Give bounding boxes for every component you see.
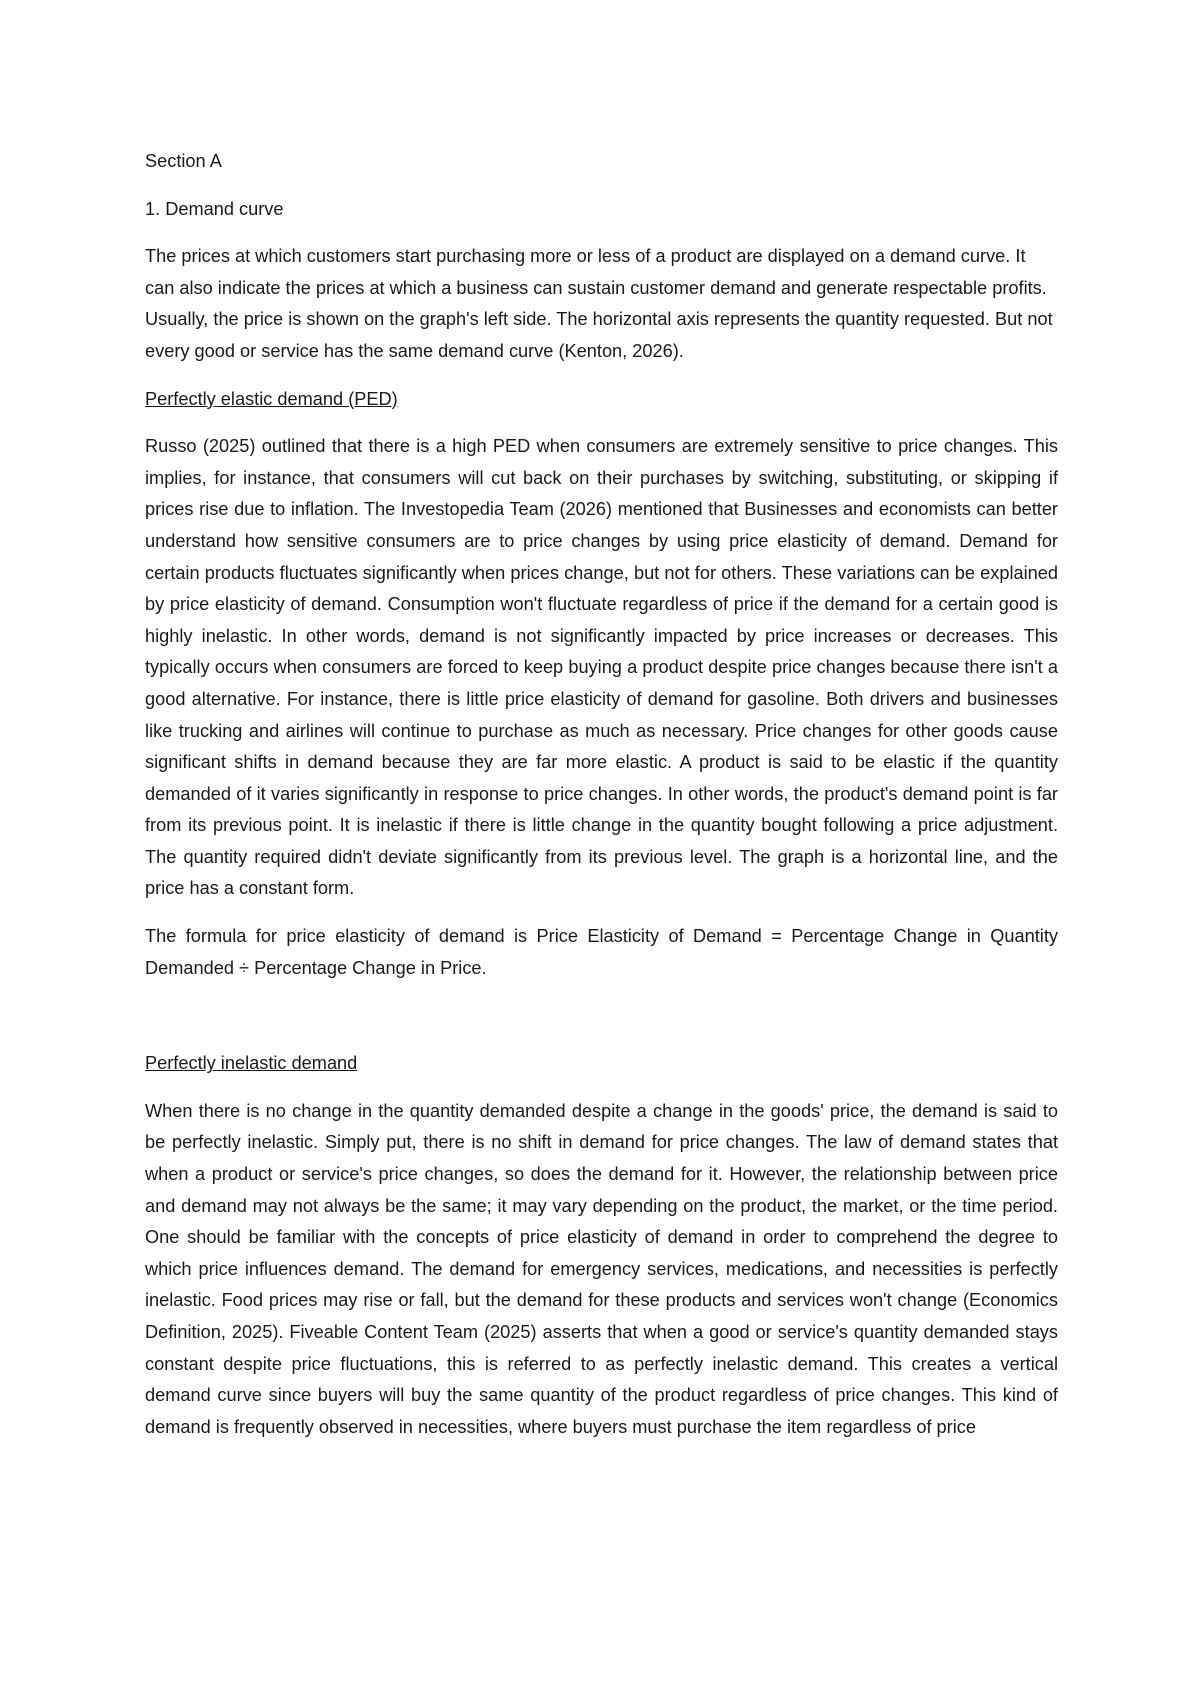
document-body xyxy=(145,146,1058,1459)
item-heading: 1. Demand curve xyxy=(145,198,284,219)
paragraph-demand-curve: The prices at which customers start purchasing more or less of a product are displayed on a demand curve. It can also indicate the prices at which a business can sustain customer demand and generate respectable profits. Usually, the price is shown on the graph's left side. The horizontal axis represents the quantity requested. But not every good or service has the same demand curve (Kenton, 2026). xyxy=(145,246,1053,361)
section-label: Section A xyxy=(145,151,222,171)
heading-perfectly-elastic: Perfectly elastic demand (PED) xyxy=(145,388,398,409)
blank-line xyxy=(145,1000,1058,1048)
paragraph-inelastic: When there is no change in the quantity demanded despite a change in the goods' price, the demand is said to be perfectly inelastic. Simply put, there is no shift in demand for price changes. The law of demand states that when a product or service's price changes, so does the demand for it. However, the relationship between price and demand may not always be the same; it may vary depending on the product, the market, or the time period. One should be familiar with the concepts of price elasticity of demand in order to comprehend the degree to which price influences demand. The demand for emergency services, medications, and necessities is perfectly inelastic. Food prices may rise or fall, but the demand for these products and services won't change (Economics Definition, 2025). Fiveable Content Team (2025) asserts that when a good or service's quantity demanded stays constant despite price fluctuations, this is referred to as perfectly inelastic demand. This creates a vertical demand curve since buyers will buy the same quantity of the product regardless of price changes. This kind of demand is frequently observed in necessities, where buyers must purchase the item regardless of price xyxy=(145,1100,1058,1437)
paragraph-formula: The formula for price elasticity of demand is Price Elasticity of Demand = Percentage Change in Quantity Demanded ÷ Percentage Change in Price. xyxy=(145,926,1058,978)
heading-perfectly-inelastic: Perfectly inelastic demand xyxy=(145,1053,358,1074)
paragraph-elastic: Russo (2025) outlined that there is a high PED when consumers are extremely sensitive to price changes. This implies, for instance, that consumers will cut back on their purchases by switching, substituting, or skipping if prices rise due to inflation. The Investopedia Team (2026) mentioned that Businesses and economists can better understand how sensitive consumers are to price changes by using price elasticity of demand. Demand for certain products fluctuates significantly when prices change, but not for others. These variations can be explained by price elasticity of demand. Consumption won't fluctuate regardless of price if the demand for a certain good is highly inelastic. In other words, demand is not significantly impacted by price increases or decreases. This typically occurs when consumers are forced to keep buying a product despite price changes because there isn't a good alternative. For instance, there is little price elasticity of demand for gasoline. Both drivers and businesses like trucking and airlines will continue to purchase as much as necessary. Price changes for other goods cause significant shifts in demand because they are far more elastic. A product is said to be elastic if the quantity demanded of it varies significantly in response to price changes. In other words, the product's demand point is far from its previous point. It is inelastic if there is little change in the quantity bought following a price adjustment. The quantity required didn't deviate significantly from its previous level. The graph is a horizontal line, and the price has a constant form. xyxy=(145,436,1058,899)
